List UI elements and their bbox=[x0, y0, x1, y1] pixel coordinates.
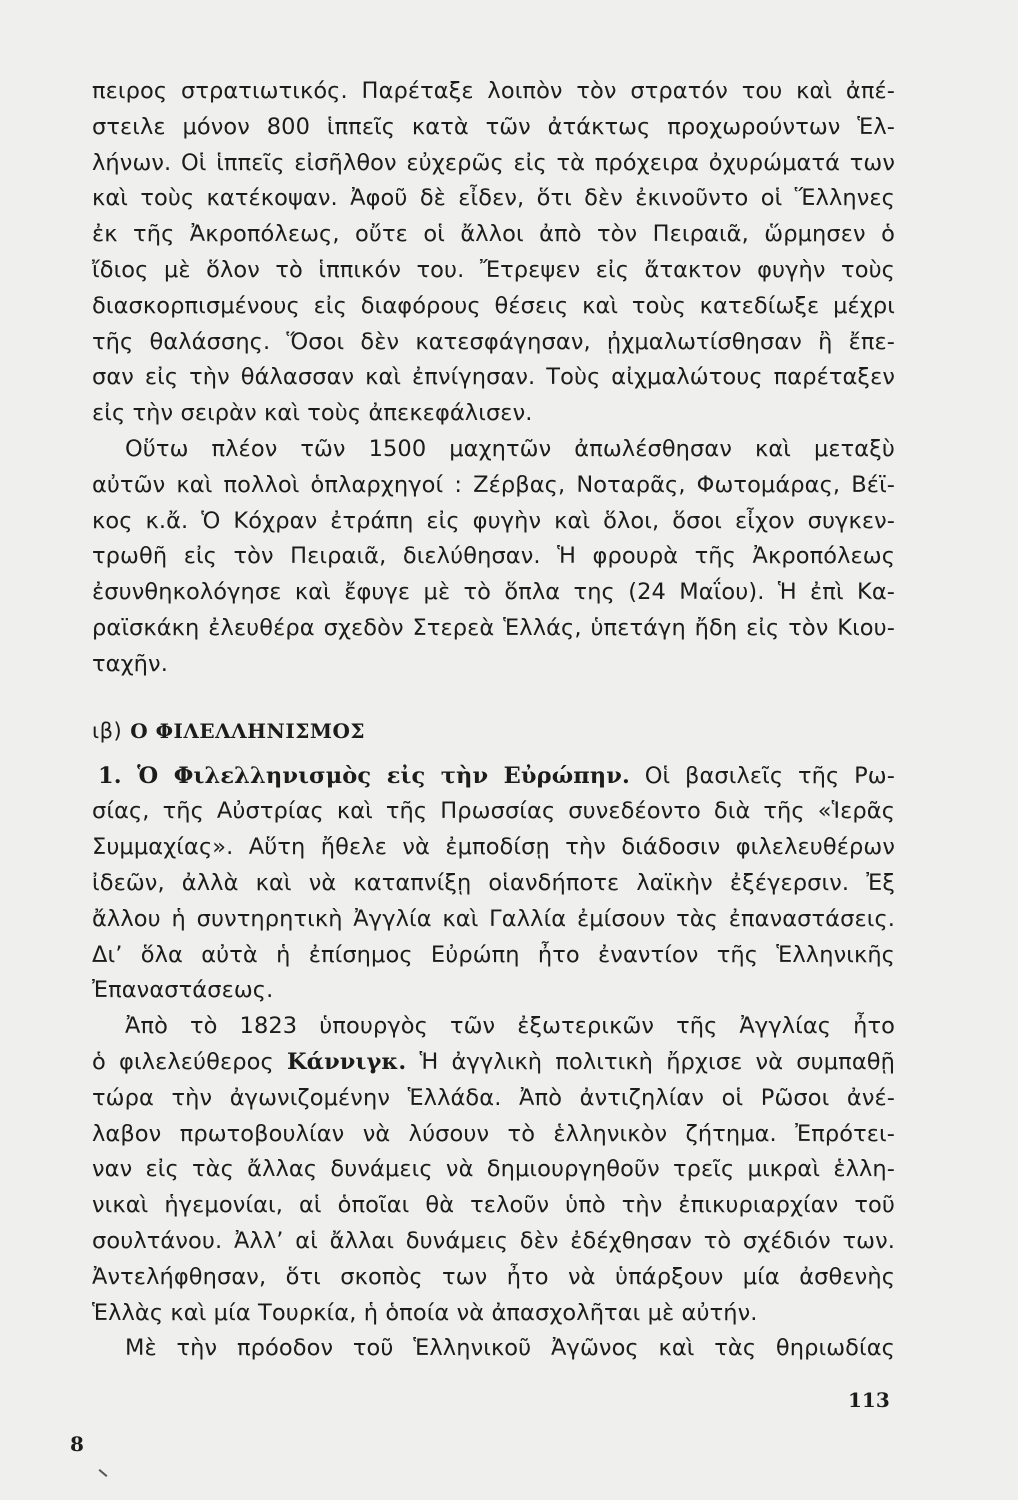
text-line: Μὲ τὴν πρόοδον τοῦ Ἑλληνικοῦ Ἀγῶνος καὶ τὰς θηριωδίας bbox=[125, 1335, 895, 1362]
text-line: εἰς τὴν σειρὰν καὶ τοὺς ἀπεκεφάλισεν. bbox=[92, 400, 533, 427]
section-heading bbox=[92, 703, 895, 759]
text-line: Ἐπαναστάσεως. bbox=[92, 977, 274, 1004]
text-line: σουλτάνου. Ἀλλ’ αἱ ἄλλαι δυνάμεις δὲν ἐδέχθησαν τὸ σχέδιόν των. bbox=[92, 1227, 895, 1254]
text-line: ἐσυνθηκολόγησε καὶ ἔφυγε μὲ τὸ ὅπλα της (24 Μαΐου). Ἡ ἐπὶ Κα- bbox=[92, 579, 895, 606]
signature-mark: 8 bbox=[70, 1432, 84, 1456]
text-line: καὶ τοὺς κατέκοψαν. Ἀφοῦ δὲ εἶδεν, ὅτι δὲν ἐκινοῦντο οἱ Ἕλληνες bbox=[92, 185, 895, 212]
section-number: ιβ) bbox=[92, 718, 123, 743]
text-line: τρωθῆ εἰς τὸν Πειραιᾶ, διελύθησαν. Ἡ φρουρὰ τῆς Ἀκροπόλεως bbox=[92, 543, 895, 570]
text-line: τώρα τὴν ἀγωνιζομένην Ἑλλάδα. Ἀπὸ ἀντιζηλίαν οἱ Ρῶσοι ἀνέ- bbox=[92, 1084, 895, 1111]
text-line: ραϊσκάκη ἐλευθέρα σχεδὸν Στερεὰ Ἑλλάς, ὑπετάγη ἤδη εἰς τὸν Κιου- bbox=[92, 614, 895, 641]
text-line: κος κ.ἄ. Ὁ Κόχραν ἐτράπη εἰς φυγὴν καὶ ὅλοι, ὅσοι εἶχον συγκεν- bbox=[92, 507, 895, 534]
text-line bbox=[92, 1045, 895, 1081]
subsection-title: 1. Ὁ Φιλελληνισμὸς εἰς τὴν Εὐρώπην. bbox=[98, 762, 630, 789]
text-line: Οὕτω πλέον τῶν 1500 μαχητῶν ἀπωλέσθησαν καὶ μεταξὺ bbox=[125, 435, 895, 462]
text-line: ἐκ τῆς Ἀκροπόλεως, οὔτε οἱ ἄλλοι ἀπὸ τὸν Πειραιᾶ, ὥρμησεν ὁ bbox=[92, 221, 895, 248]
page-body bbox=[92, 74, 895, 1367]
text-line: ναν εἰς τὰς ἄλλας δυνάμεις νὰ δημιουργηθοῦν τρεῖς μικραὶ ἑλλη- bbox=[92, 1156, 895, 1183]
canning-name: Κάννιγκ. bbox=[287, 1048, 407, 1075]
text-fragment: Ἡ ἀγγλικὴ πολιτικὴ ἤρχισε νὰ συμπαθῇ bbox=[419, 1048, 895, 1075]
print-mark bbox=[99, 1469, 108, 1477]
text-line: νικαὶ ἡγεμονίαι, αἱ ὁποῖαι θὰ τελοῦν ὑπὸ τὴν ἐπικυριαρχίαν τοῦ bbox=[92, 1192, 895, 1219]
text-line: ἴδιος μὲ ὅλον τὸ ἱππικόν του. Ἔτρεψεν εἰς ἄτακτον φυγὴν τοὺς bbox=[92, 256, 895, 283]
text-line: στειλε μόνον 800 ἱππεῖς κατὰ τῶν ἀτάκτως προχωρούντων Ἑλ- bbox=[92, 113, 895, 140]
text-line: διασκορπισμένους εἰς διαφόρους θέσεις καὶ τοὺς κατεδίωξε μέχρι bbox=[92, 292, 895, 319]
text-line: λήνων. Οἱ ἱππεῖς εἰσῆλθον εὐχερῶς εἰς τὰ πρόχειρα ὀχυρώματά των bbox=[92, 149, 895, 176]
section-title: Ο ΦΙΛΕΛΛΗΝΙΣΜΟΣ bbox=[130, 718, 366, 743]
page-number: 113 bbox=[848, 1388, 890, 1412]
text-line: Δι’ ὅλα αὐτὰ ἡ ἐπίσημος Εὐρώπη ἦτο ἐναντίον τῆς Ἑλληνικῆς bbox=[92, 941, 895, 968]
text-line: πειρος στρατιωτικός. Παρέταξε λοιπὸν τὸν στρατόν του καὶ ἀπέ- bbox=[92, 78, 895, 104]
subsection-first-line bbox=[92, 759, 895, 795]
subsection-first-line-rest: Οἱ βασιλεῖς τῆς Ρω- bbox=[644, 762, 895, 789]
text-line: Ἀντελήφθησαν, ὅτι σκοπὸς των ἦτο νὰ ὑπάρξουν μία ἀσθενὴς bbox=[92, 1263, 895, 1290]
text-line: ταχῆν. bbox=[92, 650, 168, 677]
text-line: ἰδεῶν, ἀλλὰ καὶ νὰ καταπνίξῃ οἱανδήποτε λαϊκὴν ἐξέγερσιν. Ἐξ bbox=[92, 869, 895, 896]
text-line: σίας, τῆς Αὐστρίας καὶ τῆς Πρωσσίας συνεδέοντο διὰ τῆς «Ἱερᾶς bbox=[92, 798, 895, 825]
text-line: αὐτῶν καὶ πολλοὶ ὁπλαρχηγοί : Ζέρβας, Νοταρᾶς, Φωτομάρας, Βέϊ- bbox=[92, 471, 895, 498]
text-line: τῆς θαλάσσης. Ὅσοι δὲν κατεσφάγησαν, ᾐχμαλωτίσθησαν ἢ ἔπε- bbox=[92, 328, 895, 355]
text-line: ἄλλου ἡ συντηρητικὴ Ἀγγλία καὶ Γαλλία ἐμίσουν τὰς ἐπαναστάσεις. bbox=[92, 905, 895, 932]
text-line: σαν εἰς τὴν θάλασσαν καὶ ἐπνίγησαν. Τοὺς αἰχμαλώτους παρέταξεν bbox=[92, 364, 895, 391]
text-line: Συμμαχίας». Αὕτη ἤθελε νὰ ἐμποδίσῃ τὴν διάδοσιν φιλελευθέρων bbox=[92, 834, 895, 861]
text-line: Ἑλλὰς καὶ μία Τουρκία, ἡ ὁποία νὰ ἀπασχολῆται μὲ αὐτήν. bbox=[92, 1299, 758, 1326]
text-fragment: ὁ φιλελεύθερος bbox=[92, 1048, 274, 1075]
text-line: λαβον πρωτοβουλίαν νὰ λύσουν τὸ ἑλληνικὸν ζήτημα. Ἐπρότει- bbox=[92, 1120, 895, 1147]
text-line: Ἀπὸ τὸ 1823 ὑπουργὸς τῶν ἐξωτερικῶν τῆς Ἀγγλίας ἦτο bbox=[125, 1013, 895, 1040]
